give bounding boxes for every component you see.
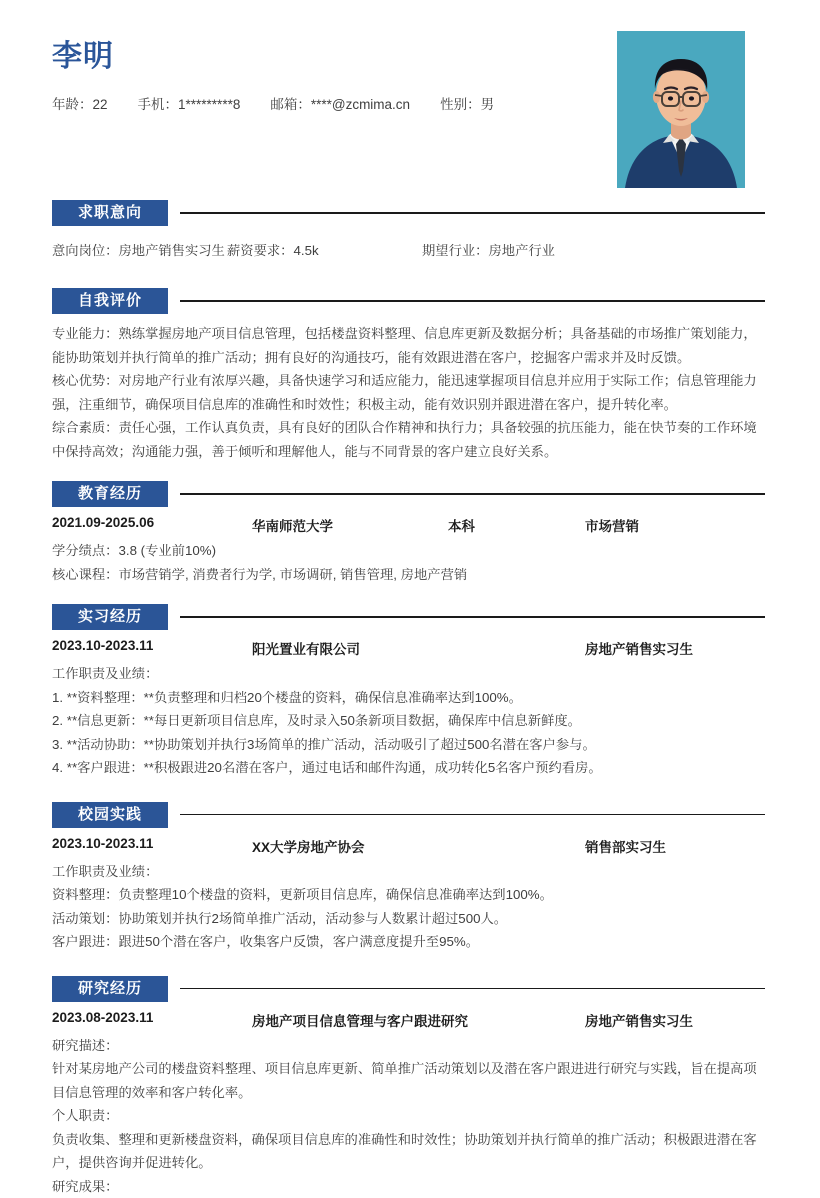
section-header-research xyxy=(52,976,765,1010)
intent-position: 意向岗位：房地产销售实习生 xyxy=(52,240,225,259)
campus-details xyxy=(52,860,765,954)
education-details xyxy=(52,539,765,586)
contact-info-row xyxy=(52,93,494,113)
section-title-self-evaluation: 自我评价 xyxy=(52,288,168,314)
research-entry-row xyxy=(52,1010,765,1034)
contact-phone: 手机：1*********8 xyxy=(138,93,241,113)
contact-gender: 性别：男 xyxy=(440,93,494,113)
internship-entry-row xyxy=(52,638,765,662)
campus-detail-item: 活动策划：协助策划并执行2场简单推广活动，活动参与人数累计超过500人。 xyxy=(52,907,765,931)
campus-detail-heading: 工作职责及业绩： xyxy=(52,860,765,884)
intent-salary: 薪资要求：4.5k xyxy=(227,240,319,259)
education-courses: 核心课程：市场营销学, 消费者行为学, 市场调研, 销售管理, 房地产营销 xyxy=(52,563,765,587)
section-rule xyxy=(180,814,765,816)
education-major: 市场营销 xyxy=(585,515,639,535)
contact-age: 年龄：22 xyxy=(52,93,108,113)
section-rule xyxy=(180,616,765,618)
section-header-campus-practice xyxy=(52,802,765,836)
section-job-intent xyxy=(0,200,820,262)
section-self-evaluation xyxy=(0,288,820,463)
research-date: 2023.08-2023.11 xyxy=(52,1010,153,1025)
contact-email: 邮箱：****@zcmima.cn xyxy=(270,93,410,113)
internship-details xyxy=(52,662,765,780)
self-eval-paragraph: 核心优势：对房地产行业有浓厚兴趣，具备快速学习和适应能力，能迅速掌握项目信息并应用于实际工作；信息管理能力强，注重细节，确保项目信息库的准确性和时效性；积极主动，能有效识别并跟进潜在客户，提升转化率。 xyxy=(52,369,765,416)
internship-detail-item: 4. **客户跟进：**积极跟进20名潜在客户，通过电话和邮件沟通，成功转化5名客户预约看房。 xyxy=(52,756,765,780)
internship-detail-item: 1. **资料整理：**负责整理和归档20个楼盘的资料，确保信息准确率达到100%。 xyxy=(52,686,765,710)
education-date: 2021.09-2025.06 xyxy=(52,515,154,530)
research-details xyxy=(52,1034,765,1198)
education-degree: 本科 xyxy=(448,515,475,535)
section-research xyxy=(0,976,820,1198)
section-rule xyxy=(180,988,765,990)
internship-company: 阳光置业有限公司 xyxy=(252,638,360,658)
resume-header xyxy=(0,0,820,200)
education-gpa: 学分绩点：3.8 (专业前10%) xyxy=(52,539,765,563)
research-duty-heading: 个人职责： xyxy=(52,1104,765,1128)
job-intent-row xyxy=(52,240,765,262)
research-description-body: 针对某房地产公司的楼盘资料整理、项目信息库更新、简单推广活动策划以及潜在客户跟进进行研究与实践，旨在提高项目信息管理的效率和客户转化率。 xyxy=(52,1057,765,1104)
campus-date: 2023.10-2023.11 xyxy=(52,836,153,851)
self-eval-paragraph: 专业能力：熟练掌握房地产项目信息管理，包括楼盘资料整理、信息库更新及数据分析；具备基础的市场推广策划能力，能协助策划并执行简单的推广活动；拥有良好的沟通技巧，能有效跟进潜在客户，挖掘客户需求并及时反馈。 xyxy=(52,322,765,369)
section-header-internship xyxy=(52,604,765,638)
page-title: 李明 xyxy=(52,42,114,72)
self-evaluation-body xyxy=(52,322,765,463)
campus-position: 销售部实习生 xyxy=(585,836,666,856)
self-eval-paragraph: 综合素质：责任心强，工作认真负责，具有良好的团队合作精神和执行力；具备较强的抗压能力，能在快节奏的工作环境中保持高效；沟通能力强，善于倾听和理解他人，能与不同背景的客户建立良好关系。 xyxy=(52,416,765,463)
campus-entry-row xyxy=(52,836,765,860)
section-rule xyxy=(180,212,765,214)
internship-detail-heading: 工作职责及业绩： xyxy=(52,662,765,686)
research-description-heading: 研究描述： xyxy=(52,1034,765,1058)
section-title-internship: 实习经历 xyxy=(52,604,168,630)
research-duty-body: 负责收集、整理和更新楼盘资料，确保项目信息库的准确性和时效性；协助策划并执行简单的推广活动；积极跟进潜在客户，提供咨询并促进转化。 xyxy=(52,1128,765,1175)
intent-industry: 期望行业：房地产行业 xyxy=(422,240,555,259)
research-topic: 房地产项目信息管理与客户跟进研究 xyxy=(252,1010,468,1030)
section-rule xyxy=(180,300,765,302)
internship-detail-item: 3. **活动协助：**协助策划并执行3场简单的推广活动，活动吸引了超过500名潜在客户参与。 xyxy=(52,733,765,757)
education-school: 华南师范大学 xyxy=(252,515,333,535)
internship-detail-item: 2. **信息更新：**每日更新项目信息库，及时录入50条新项目数据，确保库中信息新鲜度。 xyxy=(52,709,765,733)
section-rule xyxy=(180,493,765,495)
internship-date: 2023.10-2023.11 xyxy=(52,638,153,653)
portrait-photo-icon xyxy=(617,31,745,188)
research-position: 房地产销售实习生 xyxy=(585,1010,693,1030)
campus-detail-item: 客户跟进：跟进50个潜在客户，收集客户反馈，客户满意度提升至95%。 xyxy=(52,930,765,954)
campus-organization: XX大学房地产协会 xyxy=(252,836,365,856)
section-header-job-intent xyxy=(52,200,765,234)
avatar xyxy=(617,31,745,188)
section-campus-practice xyxy=(0,802,820,954)
section-internship xyxy=(0,604,820,780)
internship-position: 房地产销售实习生 xyxy=(585,638,693,658)
section-title-campus-practice: 校园实践 xyxy=(52,802,168,828)
education-entry-row xyxy=(52,515,765,539)
campus-detail-item: 资料整理：负责整理10个楼盘的资料，更新项目信息库，确保信息准确率达到100%。 xyxy=(52,883,765,907)
section-header-education xyxy=(52,481,765,515)
section-header-self-evaluation xyxy=(52,288,765,322)
section-title-job-intent: 求职意向 xyxy=(52,200,168,226)
section-title-research: 研究经历 xyxy=(52,976,168,1002)
section-title-education: 教育经历 xyxy=(52,481,168,507)
section-education xyxy=(0,481,820,586)
research-outcome-heading: 研究成果： xyxy=(52,1175,765,1198)
